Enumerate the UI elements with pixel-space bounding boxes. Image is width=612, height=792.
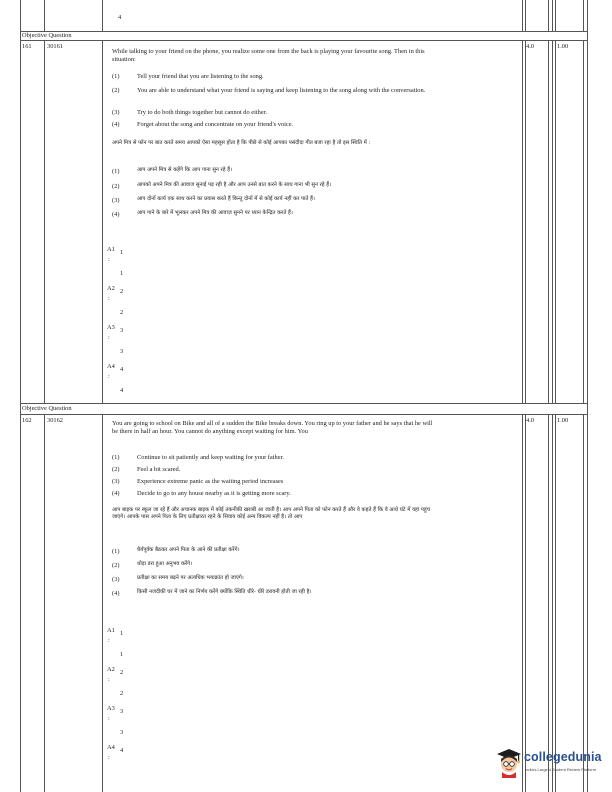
answer-colon: : xyxy=(108,334,110,341)
question-sr-no: 162 xyxy=(22,417,32,424)
answer-option-text: 2 xyxy=(120,309,124,316)
option-text-english: You are able to understand what your friend is saying and keep listening to the song along with the conversation. xyxy=(137,87,426,94)
answer-option-text: 3 xyxy=(120,348,124,355)
option-text-english: Feel a bit scared. xyxy=(137,466,181,473)
question-text-english: You are going to school on Bike and all of a sudden the Bike breaks down. You ring up to your father and he says that he will be there in half an hour. You cannot do anything except waiting for him. You xyxy=(112,420,433,435)
answer-label: A4 xyxy=(107,744,115,751)
answer-colon: : xyxy=(108,715,110,722)
question-marks: 4.0 xyxy=(526,417,534,424)
option-number: (4) xyxy=(112,211,120,218)
table-border-left xyxy=(20,0,21,792)
question-marks: 4.0 xyxy=(526,43,534,50)
option-number: (3) xyxy=(112,576,120,583)
option-text-english: Forget about the song and concentrate on your friend's voice. xyxy=(137,121,294,128)
graduate-mascot-icon xyxy=(496,748,522,778)
option-number: (2) xyxy=(112,87,120,94)
answer-value: 1 xyxy=(120,630,124,637)
table-border-right xyxy=(587,0,588,792)
option-text-english: Tell your friend that you are listening to the song. xyxy=(137,73,264,80)
option-text-english: Try to do both things together but cannot do either. xyxy=(137,109,268,116)
answer-value: 2 xyxy=(120,288,124,295)
answer-label: A1 xyxy=(107,627,115,634)
option-number: (4) xyxy=(112,590,120,597)
collegedunia-watermark xyxy=(496,748,608,780)
answer-option-text: 4 xyxy=(120,387,124,394)
option-number: (3) xyxy=(112,478,120,485)
option-text-english: Experience extreme panic as the waiting period increases xyxy=(137,478,284,485)
answer-label: A3 xyxy=(107,324,115,331)
question-negative-marks: 1.00 xyxy=(557,417,569,424)
option-number: (3) xyxy=(112,197,120,204)
col-divider-sr xyxy=(44,0,45,792)
answer-colon: : xyxy=(108,637,110,644)
col-divider-id xyxy=(102,0,103,792)
option-text-hindi: प्रतीक्षा का समय बढ़ने पर अत्यधिक भयाक्रांत हो जाएंगे। xyxy=(137,575,244,581)
answer-value: 1 xyxy=(120,249,124,256)
option-text-hindi: आपको अपने मित्र की आवाज सुनाई पड़ रही है और आप उनसे बात करने के साथ गाना भी सुन रहे हैं। xyxy=(137,182,332,188)
answer-option-text: 1 xyxy=(120,651,124,658)
col-divider-marks xyxy=(522,0,523,792)
collegedunia-wordmark: collegedunia xyxy=(524,750,602,764)
option-text-english: Decide to go to any house nearby as it is getting more scary. xyxy=(137,490,291,497)
answer-label: A1 xyxy=(107,246,115,253)
option-text-hindi: आप अपने मित्र से कहेंगे कि आप गाना सुन रहे हैं। xyxy=(137,167,233,173)
col-divider-neg xyxy=(552,0,553,792)
answer-value: 4 xyxy=(120,747,124,754)
answer-value: 3 xyxy=(120,327,124,334)
option-text-english: Continue to sit patiently and keep waiting for your father. xyxy=(137,454,284,461)
question-text-english: While talking to your friend on the phone, you realize some one from the back is playing your favourite song. Then in this situation: xyxy=(112,48,425,63)
answer-label: A2 xyxy=(107,666,115,673)
previous-option-number: 4 xyxy=(118,14,122,21)
option-number: (2) xyxy=(112,183,120,190)
option-number: (4) xyxy=(112,490,120,497)
option-number: (4) xyxy=(112,121,120,128)
answer-label: A3 xyxy=(107,705,115,712)
question-id: 30161 xyxy=(47,43,63,50)
option-number: (2) xyxy=(112,466,120,473)
question-negative-marks: 1.00 xyxy=(557,43,569,50)
question-id: 30162 xyxy=(47,417,63,424)
answer-option-text: 2 xyxy=(120,690,124,697)
option-number: (1) xyxy=(112,454,120,461)
section-label: Objective Question xyxy=(22,405,72,412)
answer-label: A4 xyxy=(107,363,115,370)
option-text-hindi: आप दोनों कार्य एक साथ करने का प्रयास करते हैं किन्तु दोनों में से कोई कार्य नहीं कर पाते हैं। xyxy=(137,196,315,202)
option-number: (1) xyxy=(112,73,120,80)
collegedunia-tagline: India's Largest Student Review Platform xyxy=(525,767,597,772)
answer-value: 2 xyxy=(120,669,124,676)
answer-colon: : xyxy=(108,676,110,683)
option-number: (3) xyxy=(112,109,120,116)
answer-colon: : xyxy=(108,754,110,761)
option-text-hindi: किसी नजदीकी घर में जाने का निर्णय करेंगे क्योंकि स्थिति धीरे- धीरे डरावनी होती जा रही है। xyxy=(137,589,312,595)
option-text-hindi: थोड़ा डरा हुआ अनुभव करेंगे। xyxy=(137,561,193,567)
answer-colon: : xyxy=(108,373,110,380)
section-label: Objective Question xyxy=(22,32,72,39)
option-number: (1) xyxy=(112,168,120,175)
question-sr-no: 161 xyxy=(22,43,32,50)
answer-option-text: 1 xyxy=(120,270,124,277)
answer-colon: : xyxy=(108,256,110,263)
option-text-hindi: आप गाने के बारे में भूलकर अपने मित्र की आवाज़ सुनने पर ध्यान केन्द्रित करते हैं। xyxy=(137,210,293,216)
option-text-hindi: धैर्यपूर्वक बैठकर अपने पिता के आने की प्रतीक्षा करेंगे। xyxy=(137,547,240,553)
answer-value: 3 xyxy=(120,708,124,715)
answer-label: A2 xyxy=(107,285,115,292)
answer-option-text: 3 xyxy=(120,729,124,736)
answer-value: 4 xyxy=(120,366,124,373)
question-text-hindi: अपने मित्र से फोन पर बात करते समय आपको ऐसा महसूस होता है कि पीछे से कोई आपका पसंदीदा गीत बजा रहा है तो इस स्थिति में : xyxy=(112,140,371,146)
answer-colon: : xyxy=(108,295,110,302)
option-number: (2) xyxy=(112,562,120,569)
option-number: (1) xyxy=(112,548,120,555)
question-text-hindi: आप बाइक पर स्कूल जा रहे हैं और अचानक बाइक में कोई तकनीकी खराबी आ जाती है। आप अपने पिता को फोन करते हैं और वे कहते हैं कि वे आधे घंटे में वहां पहुंच जाएंगे। आपके पास अपने पिता के लिए प्रतीक्षारत रहने के सिवाय कोई अन्य विकल्प नहीं है। तो आप xyxy=(112,507,431,521)
